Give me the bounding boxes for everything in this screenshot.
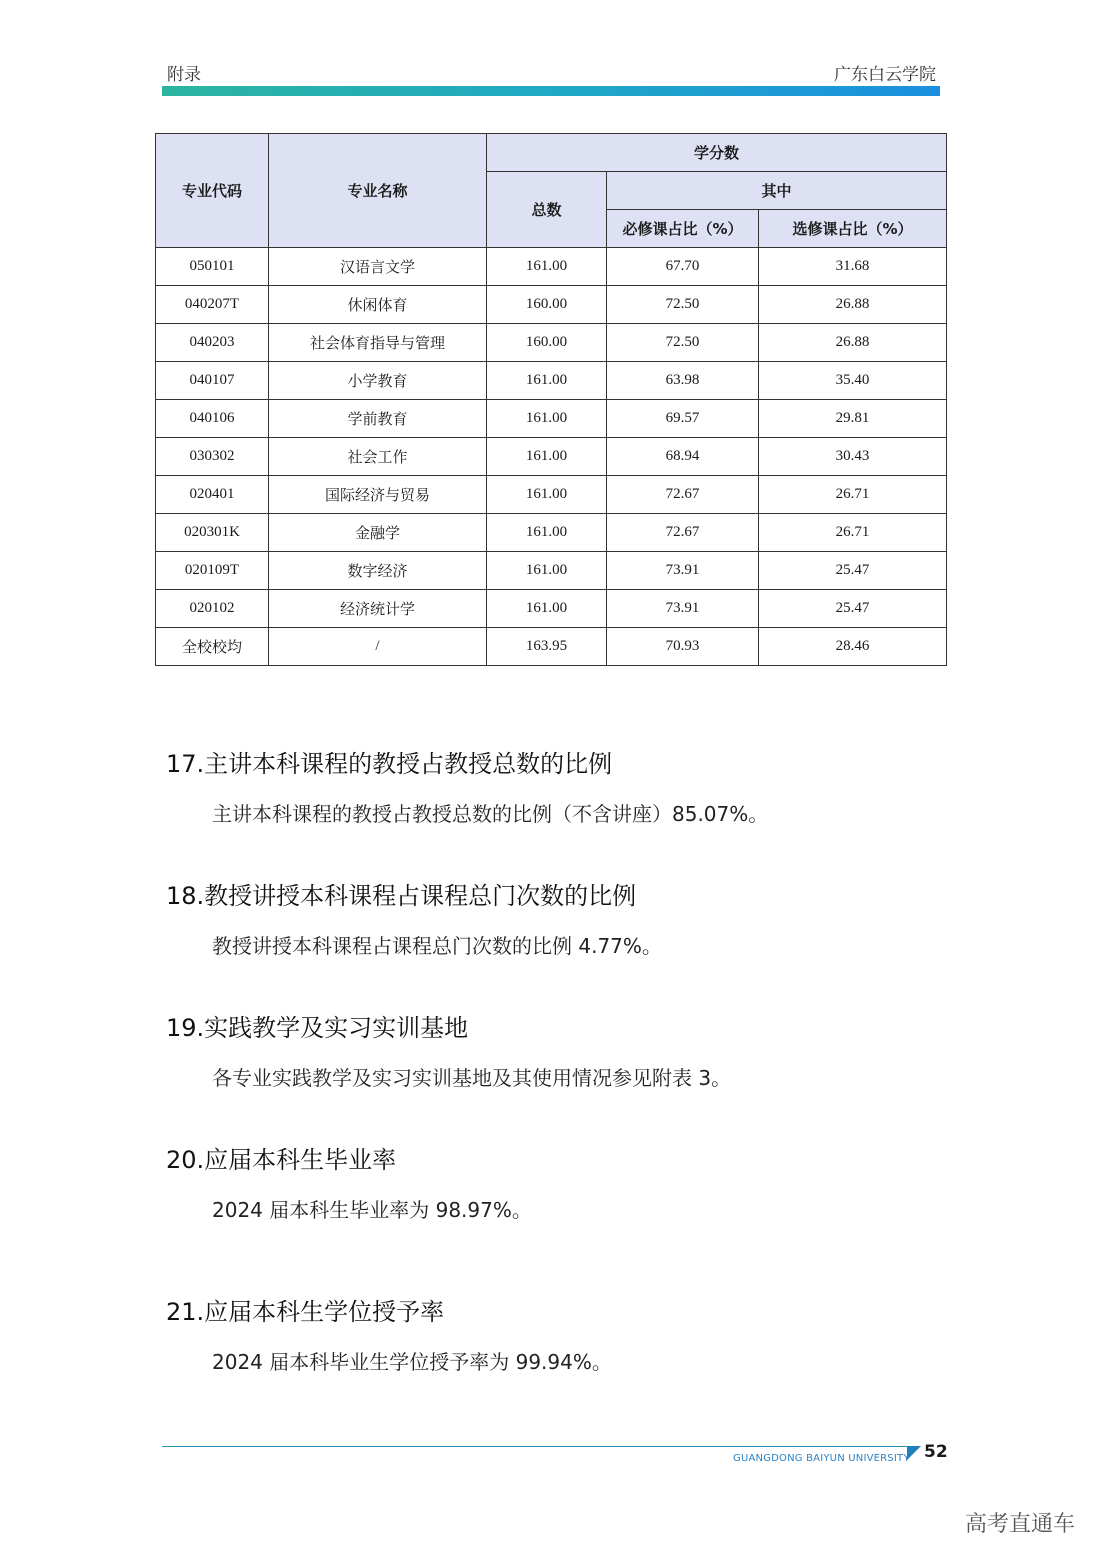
section-18-body: 教授讲授本科课程占课程总门次数的比例 4.77%。 — [212, 934, 662, 958]
header-university-name: 广东白云学院 — [834, 65, 936, 85]
cell-total: 161.00 — [487, 514, 607, 552]
cell-total: 163.95 — [487, 628, 607, 666]
cell-required: 67.70 — [607, 248, 759, 286]
cell-total: 161.00 — [487, 438, 607, 476]
cell-elective: 25.47 — [759, 552, 947, 590]
cell-elective: 25.47 — [759, 590, 947, 628]
section-19-body: 各专业实践教学及实习实训基地及其使用情况参见附表 3。 — [212, 1066, 732, 1090]
cell-code: 040106 — [156, 400, 269, 438]
cell-total: 160.00 — [487, 286, 607, 324]
table-row — [156, 248, 947, 286]
header-code: 专业代码 — [156, 134, 269, 248]
cell-required: 73.91 — [607, 552, 759, 590]
footer-rule — [162, 1446, 910, 1447]
section-20-body: 2024 届本科生毕业率为 98.97%。 — [212, 1198, 532, 1222]
table-row — [156, 438, 947, 476]
header-section-label: 附录 — [167, 65, 201, 85]
cell-name: 学前教育 — [269, 400, 487, 438]
cell-total: 161.00 — [487, 552, 607, 590]
cell-elective: 35.40 — [759, 362, 947, 400]
section-20-title: 20.应届本科生毕业率 — [166, 1146, 397, 1174]
cell-name: 小学教育 — [269, 362, 487, 400]
cell-name: 社会工作 — [269, 438, 487, 476]
table-row — [156, 552, 947, 590]
cell-code: 030302 — [156, 438, 269, 476]
table-row — [156, 476, 947, 514]
table-row — [156, 590, 947, 628]
cell-elective: 30.43 — [759, 438, 947, 476]
cell-total: 161.00 — [487, 362, 607, 400]
cell-code: 020301K — [156, 514, 269, 552]
cell-code: 050101 — [156, 248, 269, 286]
footer-triangle-icon — [907, 1446, 921, 1460]
cell-required: 72.67 — [607, 514, 759, 552]
cell-elective: 26.71 — [759, 476, 947, 514]
header-gradient-bar — [162, 86, 940, 96]
cell-required: 69.57 — [607, 400, 759, 438]
cell-total: 161.00 — [487, 476, 607, 514]
header-name: 专业名称 — [269, 134, 487, 248]
cell-name: 汉语言文学 — [269, 248, 487, 286]
cell-name: 国际经济与贸易 — [269, 476, 487, 514]
cell-total: 161.00 — [487, 400, 607, 438]
table-row — [156, 286, 947, 324]
cell-total: 161.00 — [487, 590, 607, 628]
cell-total: 160.00 — [487, 324, 607, 362]
cell-name: 金融学 — [269, 514, 487, 552]
section-21-title: 21.应届本科生学位授予率 — [166, 1298, 445, 1326]
cell-elective: 29.81 — [759, 400, 947, 438]
table-row — [156, 362, 947, 400]
cell-code: 全校校均 — [156, 628, 269, 666]
section-18-title: 18.教授讲授本科课程占课程总门次数的比例 — [166, 882, 637, 910]
page-number: 52 — [924, 1442, 948, 1462]
section-19-title: 19.实践教学及实习实训基地 — [166, 1014, 469, 1042]
cell-code: 040207T — [156, 286, 269, 324]
table-row — [156, 324, 947, 362]
cell-name: 休闲体育 — [269, 286, 487, 324]
footer-university: GUANGDONG BAIYUN UNIVERSITY — [733, 1453, 910, 1464]
header-elective-pct: 选修课占比（%） — [759, 210, 947, 248]
cell-code: 020401 — [156, 476, 269, 514]
cell-required: 72.50 — [607, 286, 759, 324]
watermark-text: 高考直通车 — [965, 1512, 1076, 1537]
table-row — [156, 514, 947, 552]
section-17-title: 17.主讲本科课程的教授占教授总数的比例 — [166, 750, 613, 778]
header-total: 总数 — [487, 172, 607, 248]
cell-required: 63.98 — [607, 362, 759, 400]
cell-name: 社会体育指导与管理 — [269, 324, 487, 362]
cell-code: 020109T — [156, 552, 269, 590]
cell-name: 数字经济 — [269, 552, 487, 590]
cell-elective: 26.88 — [759, 286, 947, 324]
cell-elective: 26.88 — [759, 324, 947, 362]
cell-code: 040203 — [156, 324, 269, 362]
cell-name: 经济统计学 — [269, 590, 487, 628]
cell-required: 68.94 — [607, 438, 759, 476]
table-row — [156, 628, 947, 666]
header-among: 其中 — [607, 172, 947, 210]
cell-required: 72.50 — [607, 324, 759, 362]
cell-required: 72.67 — [607, 476, 759, 514]
section-21-body: 2024 届本科毕业生学位授予率为 99.94%。 — [212, 1350, 612, 1374]
table-row — [156, 400, 947, 438]
cell-elective: 26.71 — [759, 514, 947, 552]
section-17-body: 主讲本科课程的教授占教授总数的比例（不含讲座）85.07%。 — [212, 802, 769, 826]
cell-required: 70.93 — [607, 628, 759, 666]
cell-total: 161.00 — [487, 248, 607, 286]
cell-code: 020102 — [156, 590, 269, 628]
cell-elective: 28.46 — [759, 628, 947, 666]
header-credits: 学分数 — [487, 134, 947, 172]
cell-name: / — [269, 628, 487, 666]
cell-code: 040107 — [156, 362, 269, 400]
credits-table — [155, 133, 947, 666]
cell-elective: 31.68 — [759, 248, 947, 286]
header-required-pct: 必修课占比（%） — [607, 210, 759, 248]
cell-required: 73.91 — [607, 590, 759, 628]
